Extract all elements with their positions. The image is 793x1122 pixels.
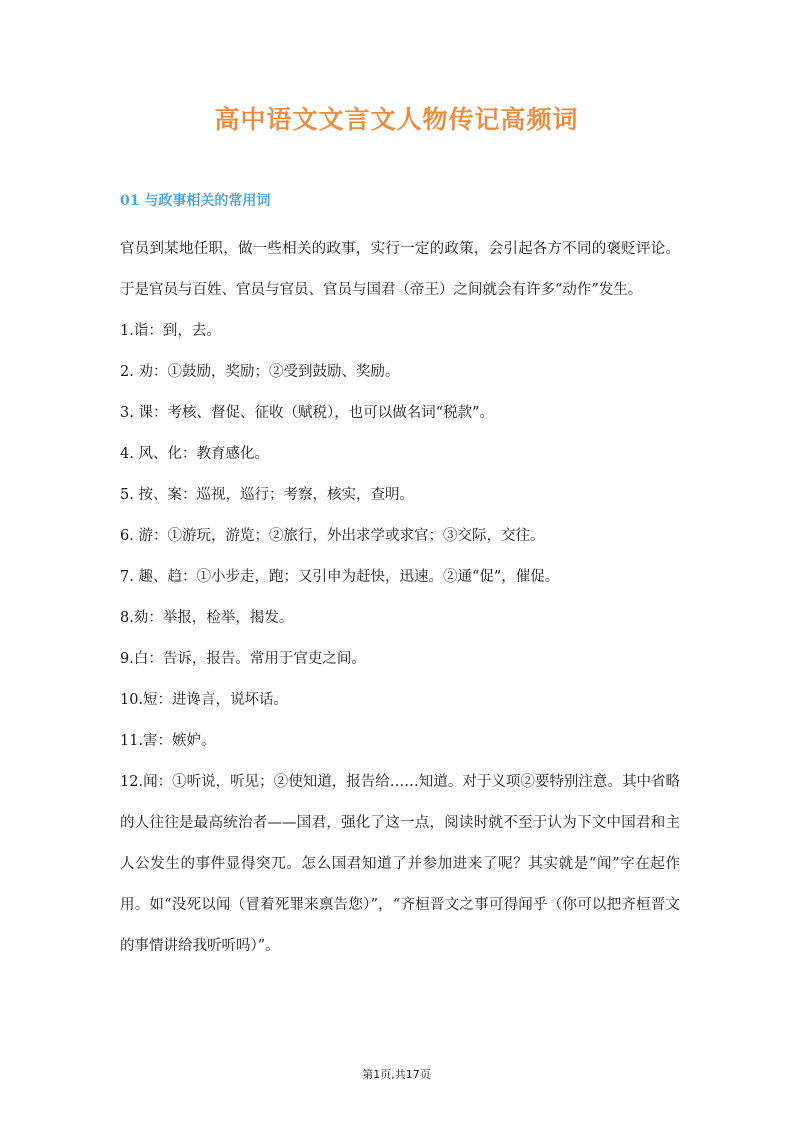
list-item: 7. 趣、趋：①小步走，跑；又引申为赶快，迅速。②通“促”，催促。 <box>120 569 560 585</box>
list-item: 8.劾：举报，检举，揭发。 <box>120 610 294 626</box>
list-item: 5. 按、案：巡视，巡行；考察，核实，查明。 <box>120 487 414 503</box>
list-item: 11.害：嫉妒。 <box>120 733 216 749</box>
list-item: 4. 风、化：教育感化。 <box>120 446 269 462</box>
list-item: 1.诣：到，去。 <box>120 323 221 339</box>
list-item: 3. 课：考核、督促、征收（赋税），也可以做名词“税款”。 <box>120 405 495 421</box>
list-item: 9.白：告诉，报告。常用于官吏之间。 <box>120 651 366 667</box>
document-body <box>120 229 680 967</box>
list-item: 10.短：进谗言，说坏话。 <box>120 692 289 708</box>
list-item: 6. 游：①游玩，游览；②旅行，外出求学或求官；③交际，交往。 <box>120 528 545 544</box>
list-item: 2. 劝：①鼓励，奖励；②受到鼓励、奖励。 <box>120 364 400 380</box>
closing-paragraph: 12.闻：①听说，听见；②使知道，报告给……知道。对于义项②要特别注意。其中省略的人往往是最高统治者——国君，强化了这一点，阅读时就不至于认为下文中国君和主人公发生的事件显得突兀。怎么国君知道了并参加进来了呢？其实就是“闻”字在起作用。如“没死以闻（冒着死罪来禀告您）”，“齐桓晋文之事可得闻乎（你可以把齐桓晋文的事情讲给我听听吗）”。 <box>120 774 680 954</box>
section-heading: 01 与政事相关的常用词 <box>120 193 271 209</box>
document-title: 高中语文文言文人物传记高频词 <box>214 105 579 134</box>
intro-paragraph: 官员到某地任职，做一些相关的政事，实行一定的政策，会引起各方不同的褒贬评论。于是官员与百姓、官员与官员、官员与国君（帝王）之间就会有许多“动作”发生。 <box>120 241 680 298</box>
page-number: 第1页,共17页 <box>362 1068 431 1081</box>
